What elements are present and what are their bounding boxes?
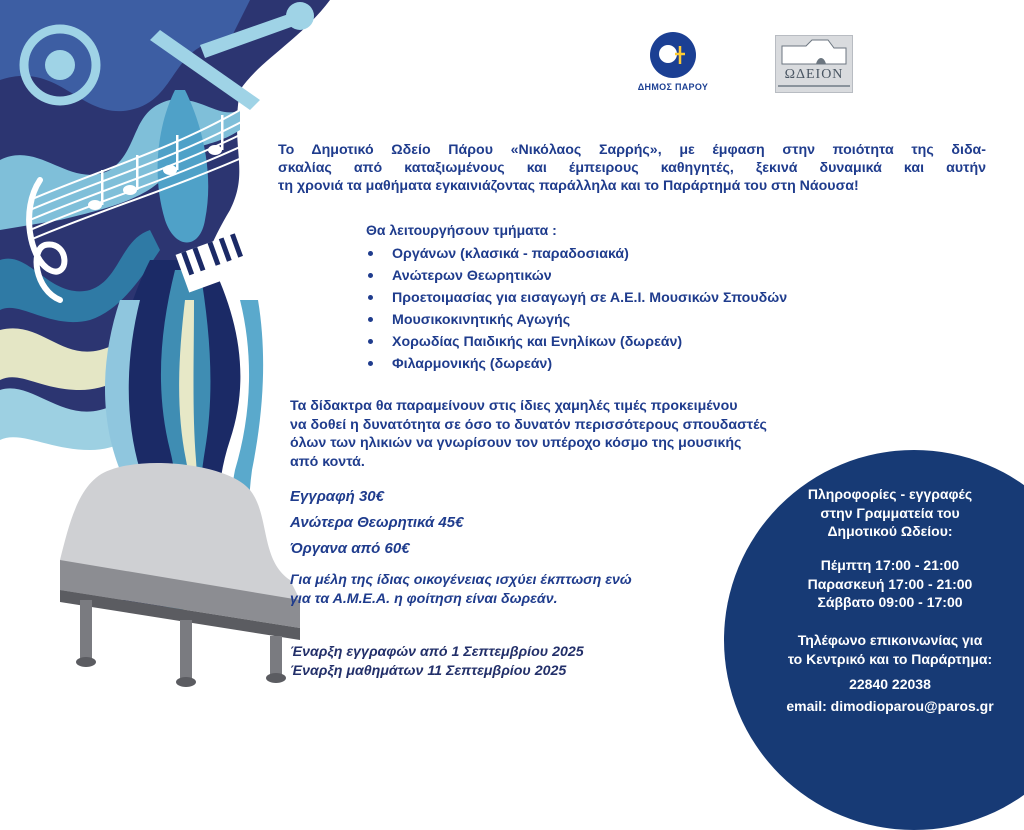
- fees-line: από κοντά.: [290, 453, 365, 470]
- list-item: [366, 288, 787, 310]
- music-illustration: [0, 0, 380, 722]
- fees-line: να δοθεί η δυνατότητα σε όσο το δυνατόν περισσότερους σπουδαστές: [290, 416, 767, 433]
- lessons-start: Έναρξη μαθημάτων 11 Σεπτεμβρίου 2025: [290, 663, 567, 679]
- odeion-building-icon: [776, 36, 852, 66]
- price-theory: Ανώτερα Θεωρητικά 45€: [290, 514, 464, 531]
- bullet-icon: [368, 361, 373, 366]
- fees-line: Τα δίδακτρα θα παραμείνουν στις ίδιες χαμηλές τιμές προκειμένου: [290, 398, 738, 414]
- intro-line: Το Δημοτικό Ωδείο Πάρου «Νικόλαος Σαρρής», με έμφαση στην ποιότητα της διδα-: [278, 142, 986, 158]
- hours-line: Σάββατο 09:00 - 17:00: [817, 594, 963, 610]
- bullet-icon: [368, 339, 373, 344]
- intro-line: τη χρονιά τα μαθήματα εγκαινιάζοντας παράλληλα και το Παράρτημά του στη Νάουσα!: [278, 178, 859, 194]
- dimos-emblem-icon: [650, 32, 696, 78]
- bullet-icon: [368, 273, 373, 278]
- hours-line: Πέμπτη 17:00 - 21:00: [820, 557, 960, 573]
- department-label: Οργάνων (κλασικά - παραδοσιακά): [392, 246, 629, 262]
- phone-label: [740, 631, 1024, 668]
- list-item: [366, 266, 787, 288]
- list-item: [366, 354, 787, 376]
- department-label: Φιλαρμονικής (δωρεάν): [392, 356, 553, 372]
- department-label: Χορωδίας Παιδικής και Ενηλίκων (δωρεάν): [392, 334, 683, 350]
- info-title-line: Δημοτικού Ωδείου:: [827, 523, 953, 539]
- info-title: [740, 485, 1024, 541]
- department-label: Μουσικοκινητικής Αγωγής: [392, 312, 571, 328]
- phone-number: 22840 22038: [849, 676, 931, 692]
- odeion-underline: [778, 85, 850, 87]
- odeion-logo: [775, 35, 853, 93]
- office-hours: [740, 556, 1024, 612]
- info-title-line: στην Γραμματεία του: [820, 504, 960, 521]
- dimos-caption: ΔΗΜΟΣ ΠΑΡΟΥ: [637, 82, 709, 92]
- family-line: Για μέλη της ίδιας οικογένειας ισχύει έκπτωση ενώ: [290, 572, 632, 588]
- intro-paragraph: [278, 141, 986, 195]
- list-item: [366, 332, 787, 354]
- bullet-icon: [368, 317, 373, 322]
- odeion-word: ΩΔΕΙΟΝ: [784, 67, 844, 82]
- family-line: για τα Α.Μ.Ε.Α. η φοίτηση είναι δωρεάν.: [290, 590, 558, 607]
- price-instruments: Όργανα από 60€: [290, 540, 410, 557]
- departments-heading: Θα λειτουργήσουν τμήματα :: [366, 222, 557, 238]
- hours-line: Παρασκευή 17:00 - 21:00: [807, 575, 973, 592]
- bullet-icon: [368, 295, 373, 300]
- phone-label-line: το Κεντρικό και το Παράρτημα:: [787, 650, 993, 667]
- email-address: email: dimodioparou@paros.gr: [786, 698, 994, 714]
- list-item: [366, 244, 787, 266]
- departments-list: [366, 244, 787, 376]
- fees-paragraph: [290, 397, 880, 471]
- dimos-parou-logo: [618, 32, 728, 102]
- family-discount: [290, 571, 632, 608]
- registration-start: Έναρξη εγγραφών από 1 Σεπτεμβρίου 2025: [290, 644, 584, 660]
- intro-line: σκαλίας από καταξιωμένους και έμπειρους καθηγητές, ξεκινά δυναμικά και αυτήν: [278, 160, 986, 176]
- bullet-icon: [368, 251, 373, 256]
- department-label: Προετοιμασίας για εισαγωγή σε Α.Ε.Ι. Μουσικών Σπουδών: [392, 290, 788, 306]
- info-title-line: Πληροφορίες - εγγραφές: [807, 486, 973, 502]
- price-registration: Εγγραφή 30€: [290, 488, 384, 505]
- department-label: Ανώτερων Θεωρητικών: [392, 268, 552, 284]
- phone-label-line: Τηλέφωνο επικοινωνίας για: [797, 632, 983, 648]
- list-item: [366, 310, 787, 332]
- fees-line: όλων των ηλικιών να γνωρίσουν τον υπέροχο κόσμο της μουσικής: [290, 435, 742, 451]
- start-dates: [290, 643, 584, 681]
